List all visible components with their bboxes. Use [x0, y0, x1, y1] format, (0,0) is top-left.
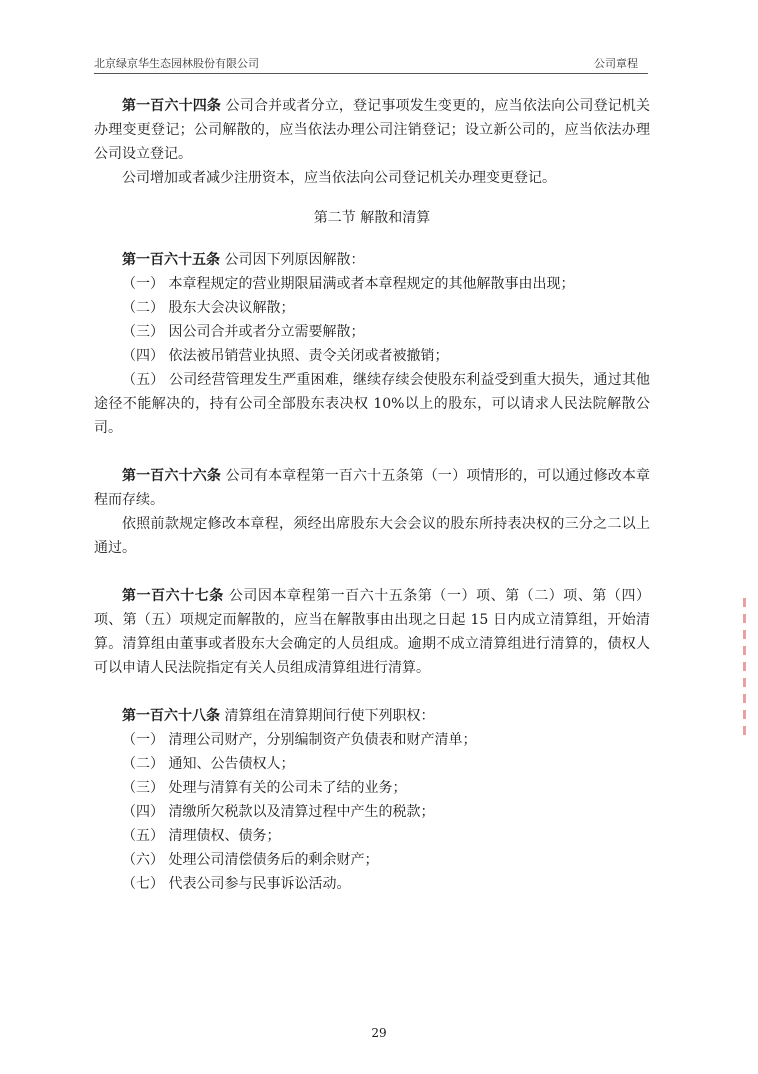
article-168-intro: 清算组在清算期间行使下列职权： [224, 708, 435, 724]
list-item: （二） 通知、公告债权人； [122, 756, 295, 772]
article-165-intro: 公司因下列原因解散： [224, 252, 365, 268]
article-166-text: 公司有本章程第一百六十五条第（一）项情形的，可以通过修改本章程而存续。 [94, 468, 651, 508]
article-164-number: 第一百六十四条 [122, 98, 222, 114]
article-166-number: 第一百六十六条 [122, 468, 222, 484]
article-164-text: 公司合并或者分立，登记事项发生变更的，应当依法向公司登记机关办理变更登记；公司解散的，应当依法办理公司注销登记；设立新公司的，应当依法办理公司设立登记。 [94, 98, 651, 162]
seal-edge-mark [738, 598, 750, 758]
article-168-paragraph [94, 704, 650, 728]
paragraph-gap [94, 440, 650, 464]
list-item: （五） 公司经营管理发生严重困难，继续存续会使股东利益受到重大损失，通过其他途径不能解决的，持有公司全部股东表决权 10%以上的股东，可以请求人民法院解散公司。 [94, 372, 650, 436]
list-item: （一） 本章程规定的营业期限届满或者本章程规定的其他解散事由出现； [122, 276, 575, 292]
article-167-paragraph [94, 584, 650, 680]
article-167-number: 第一百六十七条 [122, 588, 224, 604]
article-165-paragraph [94, 248, 650, 272]
list-item: （一） 清理公司财产，分别编制资产负债表和财产清单； [122, 732, 477, 748]
section-title: 第二节 解散和清算 [313, 210, 431, 226]
article-166-paragraph-2: 依照前款规定修改本章程，须经出席股东大会会议的股东所持表决权的三分之二以上通过。 [94, 516, 650, 556]
list-item: （六） 处理公司清偿债务后的剩余财产； [122, 852, 379, 868]
paragraph-gap [94, 680, 650, 704]
article-168-number: 第一百六十八条 [122, 708, 220, 724]
article-167-text: 公司因本章程第一百六十五条第（一）项、第（二）项、第（四）项、第（五）项规定而解散的，应当在解散事由出现之日起 15 日内成立清算组，开始清算。清算组由董事或者股东大会确定的人员组成。逾期不成立清算组进行清算的，债权人可以申请人民法院指定有关人员组成清算组进行清算。 [94, 588, 651, 676]
header-document-title: 公司章程 [594, 57, 638, 70]
list-item: （四） 清缴所欠税款以及清算过程中产生的税款； [122, 804, 435, 820]
list-item: （四） 依法被吊销营业执照、责令关闭或者被撤销； [122, 348, 449, 364]
page-header [94, 57, 648, 74]
article-166-paragraph [94, 464, 650, 512]
paragraph-gap [94, 560, 650, 584]
document-body [94, 94, 650, 896]
list-item: （三） 因公司合并或者分立需要解散； [122, 324, 365, 340]
list-item: （三） 处理与清算有关的公司未了结的业务； [122, 780, 407, 796]
article-165-number: 第一百六十五条 [122, 252, 220, 268]
page-number: 29 [371, 1026, 387, 1040]
list-item: （五） 清理债权、债务； [122, 828, 281, 844]
list-item: （七） 代表公司参与民事诉讼活动。 [122, 876, 351, 892]
header-company-name: 北京绿京华生态园林股份有限公司 [94, 57, 259, 70]
list-item: （二） 股东大会决议解散； [122, 300, 295, 316]
article-164-paragraph [94, 94, 650, 166]
article-164-paragraph-2: 公司增加或者减少注册资本，应当依法向公司登记机关办理变更登记。 [122, 170, 556, 186]
